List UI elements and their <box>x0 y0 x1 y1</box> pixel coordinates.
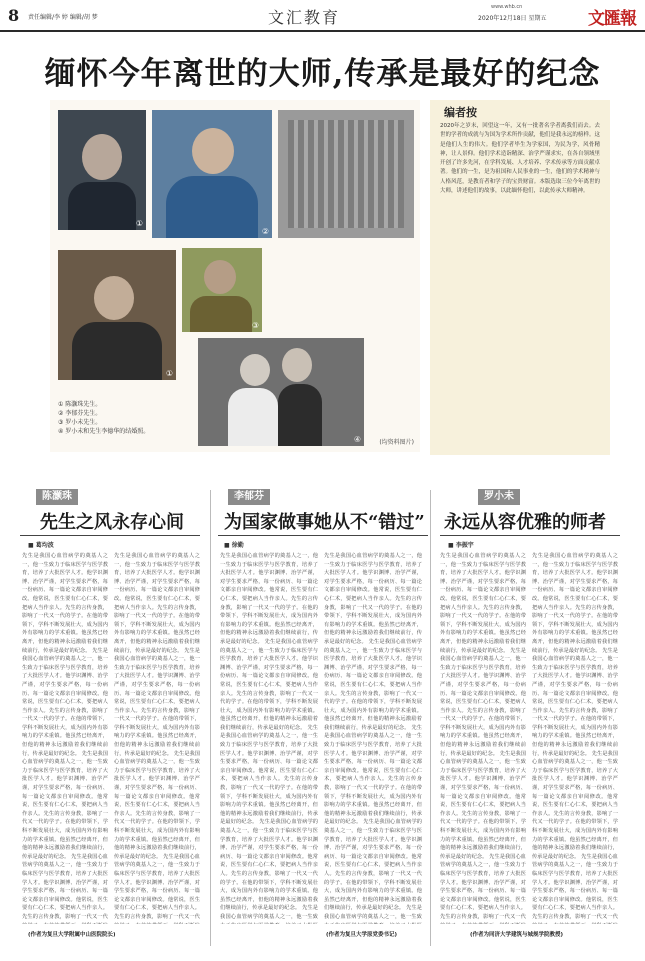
article-1-column-1: 先生是我国心血管病学的奠基人之一，他一生致力于临床医学与医学教育，培养了大批医学人才。他学识渊博、治学严谨，对学生要求严格，每一份病历、每一篇论文都亲自审阅修改。他常说，医生要有仁心仁术，要把病人当作亲人。先生的言传身教，影响了一代又一代的学子。在他的带领下，学科不断发展壮大，成为国内外有影响力的学术重镇。他虽然已经离开，但他的精神永远激励着我们继续前行，传承是最好的纪念。 先生是我国心血管病学的奠基人之一，他一生致力于临床医学与医学教育，培养了大批医学人才。他学识渊博、治学严谨，对学生要求严格，每一份病历、每一篇论文都亲自审阅修改。他常说，医生要有仁心仁术，要把病人当作亲人。先生的言传身教，影响了一代又一代的学子。在他的带领下，学科不断发展壮大，成为国内外有影响力的学术重镇。他虽然已经离开，但他的精神永远激励着我们继续前行，传承是最好的纪念。 先生是我国心血管病学的奠基人之一，他一生致力于临床医学与医学教育，培养了大批医学人才。他学识渊博、治学严谨，对学生要求严格，每一份病历、每一篇论文都亲自审阅修改。他常说，医生要有仁心仁术，要把病人当作亲人。先生的言传身教，影响了一代又一代的学子。在他的带领下，学科不断发展壮大，成为国内外有影响力的学术重镇。他虽然已经离开，但他的精神永远激励着我们继续前行，传承是最好的纪念。 先生是我国心血管病学的奠基人之一，他一生致力于临床医学与医学教育，培养了大批医学人才。他学识渊博、治学严谨，对学生要求严格，每一份病历、每一篇论文都亲自审阅修改。他常说，医生要有仁心仁术，要把病人当作亲人。先生的言传身教，影响了一代又一代 <box>22 553 108 920</box>
photo-chen-haozhu-elder: ① <box>58 250 176 380</box>
article-2-tag: 李郁芬 <box>228 489 270 505</box>
column-divider <box>210 490 211 946</box>
photo-credit: (均资料图片) <box>379 439 414 446</box>
photo-library-archive <box>278 110 414 238</box>
photo-wedding: ④ <box>198 338 364 446</box>
editor-credit: 责任编辑/李 婷 编辑/胡 梦 <box>28 14 98 21</box>
editor-note-title: 编者按 <box>444 106 477 119</box>
photo-captions <box>58 400 180 448</box>
column-divider <box>430 490 431 946</box>
article-3-source: (作者为同济大学建筑与城规学院教授) <box>470 932 564 938</box>
photo-chen-haozhu: ① <box>58 110 146 230</box>
page-headline: 缅怀今年离世的大师,传承是最好的纪念 <box>44 56 601 92</box>
article-3-rule <box>440 535 620 536</box>
newspaper-logo: 文匯報 <box>588 9 636 29</box>
section-title: 文汇教育 <box>268 8 341 27</box>
article-2-rule <box>218 535 428 536</box>
article-1-tag: 陈灏珠 <box>36 489 78 505</box>
caption-2: ② 李郁芬先生。 <box>58 410 102 417</box>
caption-3: ③ 罗小未先生。 <box>58 419 102 426</box>
page-number: 8 <box>8 6 20 25</box>
editor-note <box>430 100 610 455</box>
article-3-tag: 罗小未 <box>478 489 520 505</box>
article-1-byline: ■ 葛均波 <box>28 542 54 549</box>
article-3-title: 永远从容优雅的师者 <box>444 512 606 533</box>
article-1-rule <box>20 535 200 536</box>
page-header <box>0 0 645 32</box>
article-2-title: 为国家做事她从不“错过” <box>224 512 425 533</box>
website-url: www.whb.cn <box>491 4 523 10</box>
photo-li-yufen: ② <box>152 110 272 238</box>
article-3-column-1: 先生是我国心血管病学的奠基人之一，他一生致力于临床医学与医学教育，培养了大批医学人才。他学识渊博、治学严谨，对学生要求严格，每一份病历、每一篇论文都亲自审阅修改。他常说，医生要有仁心仁术，要把病人当作亲人。先生的言传身教，影响了一代又一代的学子。在他的带领下，学科不断发展壮大，成为国内外有影响力的学术重镇。他虽然已经离开，但他的精神永远激励着我们继续前行，传承是最好的纪念。 先生是我国心血管病学的奠基人之一，他一生致力于临床医学与医学教育，培养了大批医学人才。他学识渊博、治学严谨，对学生要求严格，每一份病历、每一篇论文都亲自审阅修改。他常说，医生要有仁心仁术，要把病人当作亲人。先生的言传身教，影响了一代又一代的学子。在他的带领下，学科不断发展壮大，成为国内外有影响力的学术重镇。他虽然已经离开，但他的精神永远激励着我们继续前行，传承是最好的纪念。 先生是我国心血管病学的奠基人之一，他一生致力于临床医学与医学教育，培养了大批医学人才。他学识渊博、治学严谨，对学生要求严格，每一份病历、每一篇论文都亲自审阅修改。他常说，医生要有仁心仁术，要把病人当作亲人。先生的言传身教，影响了一代又一代的学子。在他的带领下，学科不断发展壮大，成为国内外有影响力的学术重镇。他虽然已经离开，但他的精神永远激励着我们继续前行，传承是最好的纪念。 先生是我国心血管病学的奠基人之一，他一生致力于临床医学与医学教育，培养了大批医学人才。他学识渊博、治学严谨，对学生要求严格，每一份病历、每一篇论文都亲自审阅修改。他常说，医生要有仁心仁术，要把病人当作亲人。先生的言传身教，影响了一代又一代 <box>440 553 526 920</box>
article-2-column-1: 先生是我国心血管病学的奠基人之一，他一生致力于临床医学与医学教育，培养了大批医学人才。他学识渊博、治学严谨，对学生要求严格，每一份病历、每一篇论文都亲自审阅修改。他常说，医生要有仁心仁术，要把病人当作亲人。先生的言传身教，影响了一代又一代的学子。在他的带领下，学科不断发展壮大，成为国内外有影响力的学术重镇。他虽然已经离开，但他的精神永远激励着我们继续前行，传承是最好的纪念。 先生是我国心血管病学的奠基人之一，他一生致力于临床医学与医学教育，培养了大批医学人才。他学识渊博、治学严谨，对学生要求严格，每一份病历、每一篇论文都亲自审阅修改。他常说，医生要有仁心仁术，要把病人当作亲人。先生的言传身教，影响了一代又一代的学子。在他的带领下，学科不断发展壮大，成为国内外有影响力的学术重镇。他虽然已经离开，但他的精神永远激励着我们继续前行，传承是最好的纪念。 先生是我国心血管病学的奠基人之一，他一生致力于临床医学与医学教育，培养了大批医学人才。他学识渊博、治学严谨，对学生要求严格，每一份病历、每一篇论文都亲自审阅修改。他常说，医生要有仁心仁术，要把病人当作亲人。先生的言传身教，影响了一代又一代的学子。在他的带领下，学科不断发展壮大，成为国内外有影响力的学术重镇。他虽然已经离开，但他的精神永远激励着我们继续前行，传承是最好的纪念。 先生是我国心血管病学的奠基人之一，他一生致力于临床医学与医学教育，培养了大批医学人才。他学识渊博、治学严谨，对学生要求严格，每一份病历、每一篇论文都亲自审阅修改。他常说，医生要有仁心仁术，要把病人当作亲人。先生的言传身教，影响了一代又一代的学子。在他的带领下，学科不断发展壮大，成为国内外有影响力的学术重镇。他虽然已经离开，但他的精神永远激励着我们继续前行，传承是最好的纪念。 先生是我国心血管病学的奠基人之一，他一生致 <box>220 553 318 920</box>
photo-luo-xiaowei: ③ <box>182 248 262 332</box>
article-2-column-2: 先生是我国心血管病学的奠基人之一，他一生致力于临床医学与医学教育，培养了大批医学人才。他学识渊博、治学严谨，对学生要求严格，每一份病历、每一篇论文都亲自审阅修改。他常说，医生要有仁心仁术，要把病人当作亲人。先生的言传身教，影响了一代又一代的学子。在他的带领下，学科不断发展壮大，成为国内外有影响力的学术重镇。他虽然已经离开，但他的精神永远激励着我们继续前行，传承是最好的纪念。 先生是我国心血管病学的奠基人之一，他一生致力于临床医学与医学教育，培养了大批医学人才。他学识渊博、治学严谨，对学生要求严格，每一份病历、每一篇论文都亲自审阅修改。他常说，医生要有仁心仁术，要把病人当作亲人。先生的言传身教，影响了一代又一代的学子。在他的带领下，学科不断发展壮大，成为国内外有影响力的学术重镇。他虽然已经离开，但他的精神永远激励着我们继续前行，传承是最好的纪念。 先生是我国心血管病学的奠基人之一，他一生致力于临床医学与医学教育，培养了大批医学人才。他学识渊博、治学严谨，对学生要求严格，每一份病历、每一篇论文都亲自审阅修改。他常说，医生要有仁心仁术，要把病人当作亲人。先生的言传身教，影响了一代又一代的学子。在他的带领下，学科不断发展壮大，成为国内外有影响力的学术重镇。他虽然已经离开，但他的精神永远激励着我们继续前行，传承是最好的纪念。 先生是我国心血管病学的奠基人之一，他一生致力于临床医学与医学教育，培养了大批医学人才。他学识渊博、治学严谨，对学生要求严格，每一份病历、每一篇论文都亲自审阅修改。他常说，医生要有仁心仁术，要把病人当作亲人。先生的言传身教，影响了一代又一代的学子。在他的带领下，学科不断发展壮大，成为国内外有影响力的学术重镇。他虽然已经离开，但他的精神永远激励着我们继续前行，传承是最好的纪念。 先生是我国心血管病学的奠基人之一，他一生致 <box>324 553 422 920</box>
editor-note-body: 2020年之岁末，回望这一年，又有一批著名学者离我们而去。去世的学者的成就与为国为学术所作贡献，他们是我永远的榜样。这是他们人生的伟大。他们学者毕生为学家国，为民为学，风骨精神，让人景仰。他们学术造诣精深、治学严谨求实，在各自领域里开创了许多先河，在学科发展、人才培养、学术传承等方面贡献卓著。他们的一生，是为祖国和人民事业的一生，他们的学术精神与人格风范，是教育者和学子的宝贵财富。本版选取三位今年离世的大师，讲述他们的故事，以此缅怀他们，以此传承大师精神。 <box>440 123 600 195</box>
caption-4: ④ 罗小未和先生李德华的结婚照。 <box>58 428 150 435</box>
article-1-source: (作者为复旦大学附属中山医院院长) <box>28 932 116 938</box>
article-2-source: (作者为复旦大学原党委书记) <box>326 932 398 938</box>
photo-collage <box>50 100 420 452</box>
article-3-column-2: 先生是我国心血管病学的奠基人之一，他一生致力于临床医学与医学教育，培养了大批医学人才。他学识渊博、治学严谨，对学生要求严格，每一份病历、每一篇论文都亲自审阅修改。他常说，医生要有仁心仁术，要把病人当作亲人。先生的言传身教，影响了一代又一代的学子。在他的带领下，学科不断发展壮大，成为国内外有影响力的学术重镇。他虽然已经离开，但他的精神永远激励着我们继续前行，传承是最好的纪念。 先生是我国心血管病学的奠基人之一，他一生致力于临床医学与医学教育，培养了大批医学人才。他学识渊博、治学严谨，对学生要求严格，每一份病历、每一篇论文都亲自审阅修改。他常说，医生要有仁心仁术，要把病人当作亲人。先生的言传身教，影响了一代又一代的学子。在他的带领下，学科不断发展壮大，成为国内外有影响力的学术重镇。他虽然已经离开，但他的精神永远激励着我们继续前行，传承是最好的纪念。 先生是我国心血管病学的奠基人之一，他一生致力于临床医学与医学教育，培养了大批医学人才。他学识渊博、治学严谨，对学生要求严格，每一份病历、每一篇论文都亲自审阅修改。他常说，医生要有仁心仁术，要把病人当作亲人。先生的言传身教，影响了一代又一代的学子。在他的带领下，学科不断发展壮大，成为国内外有影响力的学术重镇。他虽然已经离开，但他的精神永远激励着我们继续前行，传承是最好的纪念。 先生是我国心血管病学的奠基人之一，他一生致力于临床医学与医学教育，培养了大批医学人才。他学识渊博、治学严谨，对学生要求严格，每一份病历、每一篇论文都亲自审阅修改。他常说，医生要有仁心仁术，要把病人当作亲人。先生的言传身教，影响了一代又一代 <box>532 553 618 920</box>
article-1-title: 先生之风永存心间 <box>40 512 184 533</box>
caption-1: ① 陈灏珠先生。 <box>58 401 102 408</box>
article-3-byline: ■ 李振宇 <box>448 542 474 549</box>
article-2-byline: ■ 徐勤 <box>224 542 244 549</box>
issue-date: 2020年12月18日 星期五 <box>478 15 547 22</box>
article-1-column-2: 先生是我国心血管病学的奠基人之一，他一生致力于临床医学与医学教育，培养了大批医学人才。他学识渊博、治学严谨，对学生要求严格，每一份病历、每一篇论文都亲自审阅修改。他常说，医生要有仁心仁术，要把病人当作亲人。先生的言传身教，影响了一代又一代的学子。在他的带领下，学科不断发展壮大，成为国内外有影响力的学术重镇。他虽然已经离开，但他的精神永远激励着我们继续前行，传承是最好的纪念。 先生是我国心血管病学的奠基人之一，他一生致力于临床医学与医学教育，培养了大批医学人才。他学识渊博、治学严谨，对学生要求严格，每一份病历、每一篇论文都亲自审阅修改。他常说，医生要有仁心仁术，要把病人当作亲人。先生的言传身教，影响了一代又一代的学子。在他的带领下，学科不断发展壮大，成为国内外有影响力的学术重镇。他虽然已经离开，但他的精神永远激励着我们继续前行，传承是最好的纪念。 先生是我国心血管病学的奠基人之一，他一生致力于临床医学与医学教育，培养了大批医学人才。他学识渊博、治学严谨，对学生要求严格，每一份病历、每一篇论文都亲自审阅修改。他常说，医生要有仁心仁术，要把病人当作亲人。先生的言传身教，影响了一代又一代的学子。在他的带领下，学科不断发展壮大，成为国内外有影响力的学术重镇。他虽然已经离开，但他的精神永远激励着我们继续前行，传承是最好的纪念。 先生是我国心血管病学的奠基人之一，他一生致力于临床医学与医学教育，培养了大批医学人才。他学识渊博、治学严谨，对学生要求严格，每一份病历、每一篇论文都亲自审阅修改。他常说，医生要有仁心仁术，要把病人当作亲人。先生的言传身教，影响了一代又一代 <box>114 553 200 920</box>
